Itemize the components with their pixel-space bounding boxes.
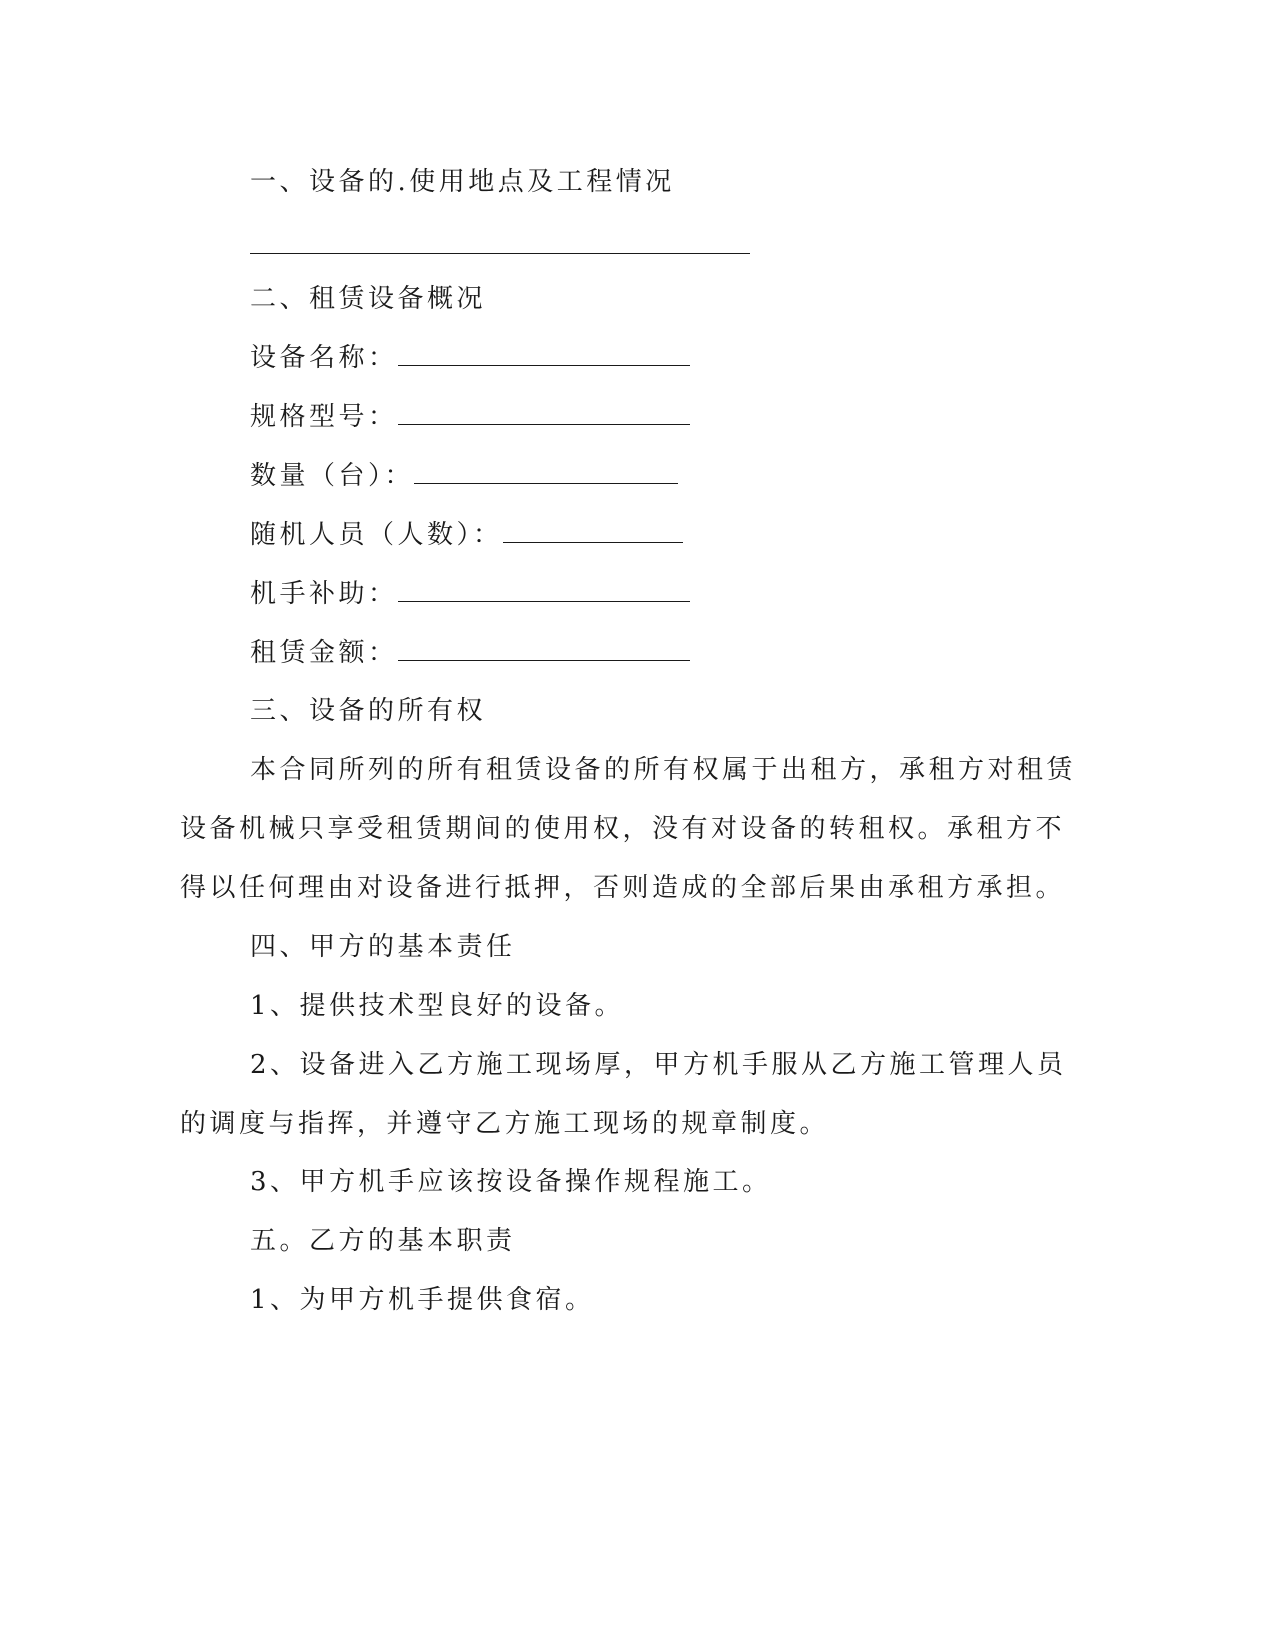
equipment-name-row (250, 341, 690, 375)
spec-model-label: 规格型号： (250, 402, 398, 432)
staff-count-row (250, 518, 683, 552)
quantity-row (250, 459, 678, 493)
section-4-item-2-line-2: 的调度与指挥，并遵守乙方施工现场的规章制度。 (180, 1109, 830, 1139)
section-4-item-3: 3、甲方机手应该按设备操作规程施工。 (250, 1167, 772, 1197)
section-4-item-1: 1、提供技术型良好的设备。 (250, 991, 625, 1021)
operator-subsidy-blank[interactable] (398, 577, 690, 602)
spec-model-blank[interactable] (398, 400, 690, 425)
section-5-item-1: 1、为甲方机手提供食宿。 (250, 1285, 595, 1315)
spec-model-row (250, 400, 690, 434)
rental-amount-label: 租赁金额： (250, 638, 398, 668)
operator-subsidy-row (250, 577, 690, 611)
section-1-title: 一、设备的.使用地点及工程情况 (250, 167, 675, 197)
staff-count-label: 随机人员（人数）： (250, 520, 503, 550)
rental-amount-row (250, 636, 690, 670)
location-blank-line[interactable] (250, 253, 750, 254)
quantity-blank[interactable] (414, 459, 678, 484)
section-4-title: 四、甲方的基本责任 (250, 932, 516, 962)
section-4-item-2-line-1: 2、设备进入乙方施工现场厚，甲方机手服从乙方施工管理人员 (250, 1050, 1067, 1080)
quantity-label: 数量（台）： (250, 461, 415, 491)
staff-count-blank[interactable] (503, 518, 683, 543)
section-3-title: 三、设备的所有权 (250, 696, 487, 726)
operator-subsidy-label: 机手补助： (250, 579, 398, 609)
equipment-name-blank[interactable] (398, 341, 690, 366)
section-3-paragraph-line-1: 本合同所列的所有租赁设备的所有权属于出租方，承租方对租赁 (250, 755, 1077, 785)
section-5-title: 五。乙方的基本职责 (250, 1226, 516, 1256)
section-3-paragraph-line-3: 得以任何理由对设备进行抵押，否则造成的全部后果由承租方承担。 (180, 873, 1066, 903)
rental-amount-blank[interactable] (398, 636, 690, 661)
section-2-title: 二、租赁设备概况 (250, 284, 487, 314)
equipment-name-label: 设备名称： (250, 343, 398, 373)
section-3-paragraph-line-2: 设备机械只享受租赁期间的使用权，没有对设备的转租权。承租方不 (180, 814, 1066, 844)
